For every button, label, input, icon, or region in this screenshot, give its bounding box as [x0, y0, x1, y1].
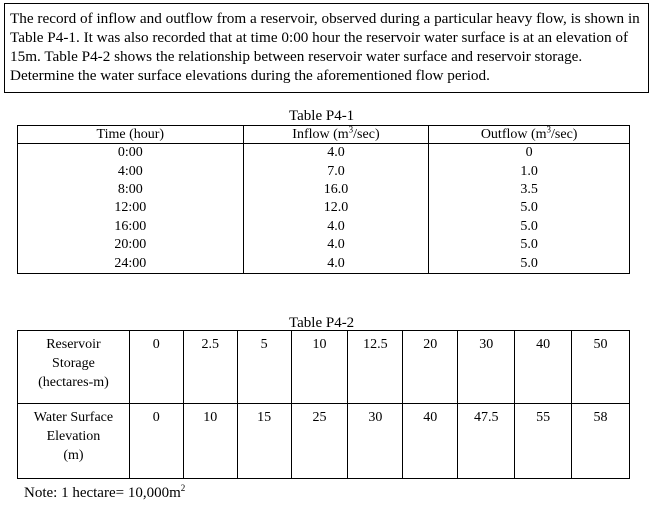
time-cell: 0:00 [18, 144, 244, 163]
table-row [18, 218, 630, 236]
storage-value: 20 [403, 331, 458, 404]
elevation-value: 15 [237, 404, 291, 479]
storage-label: Reservoir Storage (hectares-m) [18, 331, 130, 404]
table2-caption: Table P4-2 [289, 315, 355, 331]
time-cell: 16:00 [18, 218, 244, 236]
outflow-cell: 5.0 [429, 254, 630, 273]
table-row [18, 236, 630, 254]
header-inflow: Inflow $(m^3/\sec)$ [243, 126, 429, 144]
storage-value: 12.5 [348, 331, 403, 404]
outflow-cell: 0 [429, 144, 630, 163]
table-p4-2 [17, 330, 630, 479]
table-row [18, 162, 630, 180]
storage-value: 5 [237, 331, 291, 404]
table-row [18, 254, 630, 273]
outflow-cell: 5.0 [429, 218, 630, 236]
elevation-label: Water Surface Elevation (m) [18, 404, 130, 479]
outflow-cell: 1.0 [429, 162, 630, 180]
storage-value: 10 [291, 331, 348, 404]
elevation-value: 0 [129, 404, 183, 479]
elevation-value: 47.5 [458, 404, 515, 479]
header-time: Time (hour) [18, 126, 244, 144]
inflow-cell: 7.0 [243, 162, 429, 180]
storage-value: 2.5 [183, 331, 237, 404]
table-p4-1 [17, 125, 630, 274]
elevation-row [18, 404, 630, 479]
storage-value: 40 [515, 331, 572, 404]
header-outflow: Outflow $(m^3/\sec)$ [429, 126, 630, 144]
time-cell: 8:00 [18, 181, 244, 199]
time-cell: 4:00 [18, 162, 244, 180]
inflow-cell: 4.0 [243, 254, 429, 273]
elevation-value: 10 [183, 404, 237, 479]
inflow-cell: 4.0 [243, 218, 429, 236]
time-cell: 20:00 [18, 236, 244, 254]
inflow-cell: 4.0 [243, 144, 429, 163]
elevation-value: 25 [291, 404, 348, 479]
elevation-value: 30 [348, 404, 403, 479]
time-cell: 24:00 [18, 254, 244, 273]
table-row [18, 144, 630, 163]
table-row [18, 181, 630, 199]
storage-value: 30 [458, 331, 515, 404]
elevation-value: 58 [572, 404, 630, 479]
outflow-cell: 3.5 [429, 181, 630, 199]
elevation-value: 40 [403, 404, 458, 479]
inflow-cell: 12.0 [243, 199, 429, 217]
elevation-value: 55 [515, 404, 572, 479]
table-row [18, 199, 630, 217]
note: Note: 1 hectare= $10,000m^2$ [24, 483, 186, 501]
table1-caption: Table P4-1 [289, 108, 355, 124]
outflow-cell: 5.0 [429, 236, 630, 254]
inflow-cell: 4.0 [243, 236, 429, 254]
storage-value: 50 [572, 331, 630, 404]
outflow-cell: 5.0 [429, 199, 630, 217]
time-cell: 12:00 [18, 199, 244, 217]
problem-statement: The record of inflow and outflow from a reservoir, observed during a particular heavy flow, is shown in Table P4-1. It was also recorded that at time 0:00 hour the reservoir water surface is at an elevation of 15m. Table P4-2 shows the relationship between reservoir water surface and reservoir storage. Determine the water surface elevations during the aforementioned flow period. [10, 10, 640, 84]
inflow-cell: 16.0 [243, 181, 429, 199]
storage-value: 0 [129, 331, 183, 404]
storage-row [18, 331, 630, 404]
